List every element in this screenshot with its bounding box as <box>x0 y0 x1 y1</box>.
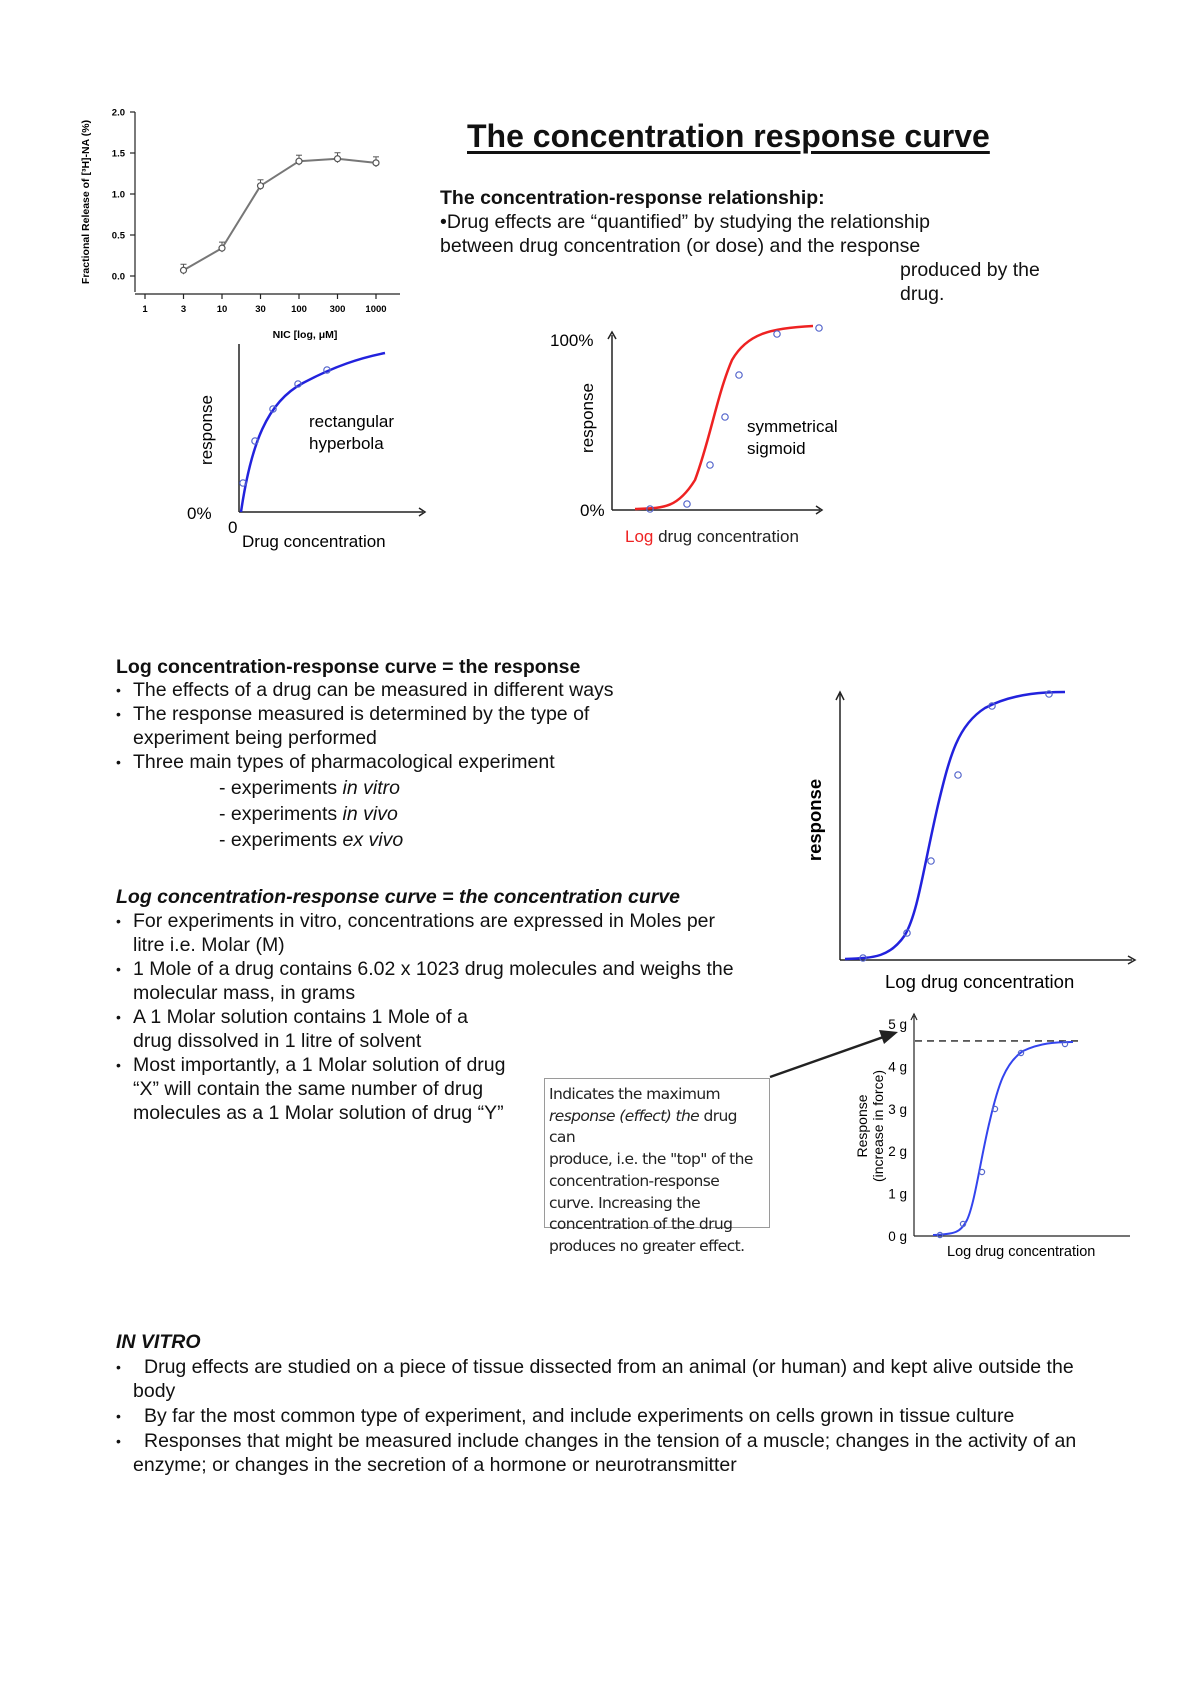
c2-ylabel: response <box>197 395 216 465</box>
c5-xlabel: Log drug concentration <box>947 1244 1096 1260</box>
c1-xtick-label: 1000 <box>365 304 387 315</box>
list-item: • Responses that might be measured include changes in the tension of a muscle; changes in the activity of an enzyme; or changes in the secretion of a hormone or neurotransmitter <box>116 1429 1113 1477</box>
c1-point <box>373 160 379 166</box>
c1-point <box>296 158 302 164</box>
c5-ytick-label: 1 g <box>888 1186 907 1202</box>
c5-ylabel-1: Response <box>854 1094 870 1158</box>
section-in-vitro <box>116 1330 1096 1477</box>
intro-text <box>440 186 1080 306</box>
c1-xlabel: NIC [log, μM] <box>272 329 338 341</box>
c1-point <box>258 183 264 189</box>
c1-xtick-label: 300 <box>329 304 346 315</box>
c2-xtick: 0 <box>228 518 238 537</box>
c3-ytop: 100% <box>550 331 594 350</box>
sub-item: - experiments in vitro <box>219 777 400 799</box>
c5-ytick-label: 5 g <box>888 1017 907 1032</box>
list-item: • By far the most common type of experiment, and include experiments on cells grown in tissue culture <box>116 1404 1093 1428</box>
c1-ytick-label: 1.0 <box>111 189 125 201</box>
c4-points <box>860 691 1052 961</box>
c3-ybottom: 0% <box>580 501 605 520</box>
c3-xlabel: Log drug concentration <box>625 527 799 546</box>
intro-line: between drug concentration (or dose) and the response <box>440 235 921 257</box>
c2-curve <box>241 353 385 512</box>
c1-xtick-label: 30 <box>255 304 266 315</box>
intro-line: produced by the <box>900 259 1040 281</box>
c1-point <box>181 267 187 273</box>
c3-annotation: symmetrical sigmoid <box>747 417 838 458</box>
list-item: • Drug effects are studied on a piece of tissue dissected from an animal (or human) and kept alive outside the body <box>116 1355 1093 1403</box>
list-item: • A 1 Molar solution contains 1 Mole of a drug dissolved in 1 litre of solvent <box>116 1005 498 1053</box>
sigmoid-chart <box>545 320 845 560</box>
section-heading: IN VITRO <box>116 1331 201 1353</box>
c2-ytick: 0% <box>187 504 212 523</box>
section-response <box>116 655 756 852</box>
c4-ylabel: response <box>804 778 825 862</box>
c1-ytick-label: 0.5 <box>111 230 125 242</box>
c2-xlabel: Drug concentration <box>242 532 386 551</box>
list-item: • For experiments in vitro, concentrations are expressed in Moles per litre i.e. Molar (M) <box>116 909 733 957</box>
c1-point <box>335 156 341 162</box>
c1-xtick-label: 3 <box>180 304 187 315</box>
c1-xtick-label: 100 <box>291 304 307 315</box>
list-item: • Three main types of pharmacological experiment <box>116 750 756 774</box>
intro-line: drug. <box>900 283 945 305</box>
c5-ytick-label: 4 g <box>888 1059 907 1075</box>
c5-ytick-label: 0 g <box>888 1229 907 1244</box>
intro-heading: The concentration-response relationship: <box>440 187 825 209</box>
c5-points <box>937 1041 1067 1237</box>
c1-ytick-label: 0.0 <box>111 271 125 283</box>
log-response-chart <box>790 680 1140 1000</box>
c3-ylabel: response <box>578 383 597 453</box>
intro-line: •Drug effects are “quantified” by studying the relationship <box>440 211 930 233</box>
page-title: The concentration response curve <box>467 118 990 154</box>
c5-curve <box>933 1042 1073 1235</box>
hyperbola-chart <box>185 340 430 560</box>
list-item: • Most importantly, a 1 Molar solution of drug “X” will contain the same number of drug molecules as a 1 Molar solution of drug “Y” <box>116 1053 508 1125</box>
c1-ytick-label: 2.0 <box>111 107 125 119</box>
c1-point <box>219 245 225 251</box>
c1-ytick-label: 1.5 <box>111 148 125 160</box>
c1-ylabel: Fractional Release of [³H]-NA (%) <box>80 119 92 285</box>
section-heading: Log concentration-response curve = the response <box>116 656 581 678</box>
section-heading: Log concentration-response curve = the concentration curve <box>116 886 681 908</box>
list-item: • The effects of a drug can be measured in different ways <box>116 678 756 702</box>
c5-ytick-label: 2 g <box>888 1144 907 1160</box>
max-response-note: Indicates the maximum response (effect) the drug can produce, i.e. the "top" of the concentration-response curve. Increasing the concentration of the drug produces no greater effect. <box>544 1078 770 1228</box>
c2-annotation: rectangular hyperbola <box>309 412 395 453</box>
list-item: • 1 Mole of a drug contains 6.02 x 1023 drug molecules and weighs the molecular mass, in grams <box>116 957 743 1005</box>
sub-item: - experiments ex vivo <box>219 829 404 851</box>
c5-ylabel-2: (increase in force) <box>870 1069 886 1183</box>
force-response-chart <box>845 1008 1155 1273</box>
c1-xtick-label: 1 <box>142 304 148 315</box>
sub-item: - experiments in vivo <box>219 803 398 825</box>
c1-xtick-label: 10 <box>216 304 228 315</box>
list-item: • The response measured is determined by the type of experiment being performed <box>116 702 673 750</box>
nic-release-chart <box>75 100 405 350</box>
c4-xlabel: Log drug concentration <box>885 971 1075 992</box>
c5-ytick-label: 3 g <box>888 1101 907 1117</box>
c4-curve <box>845 692 1065 959</box>
